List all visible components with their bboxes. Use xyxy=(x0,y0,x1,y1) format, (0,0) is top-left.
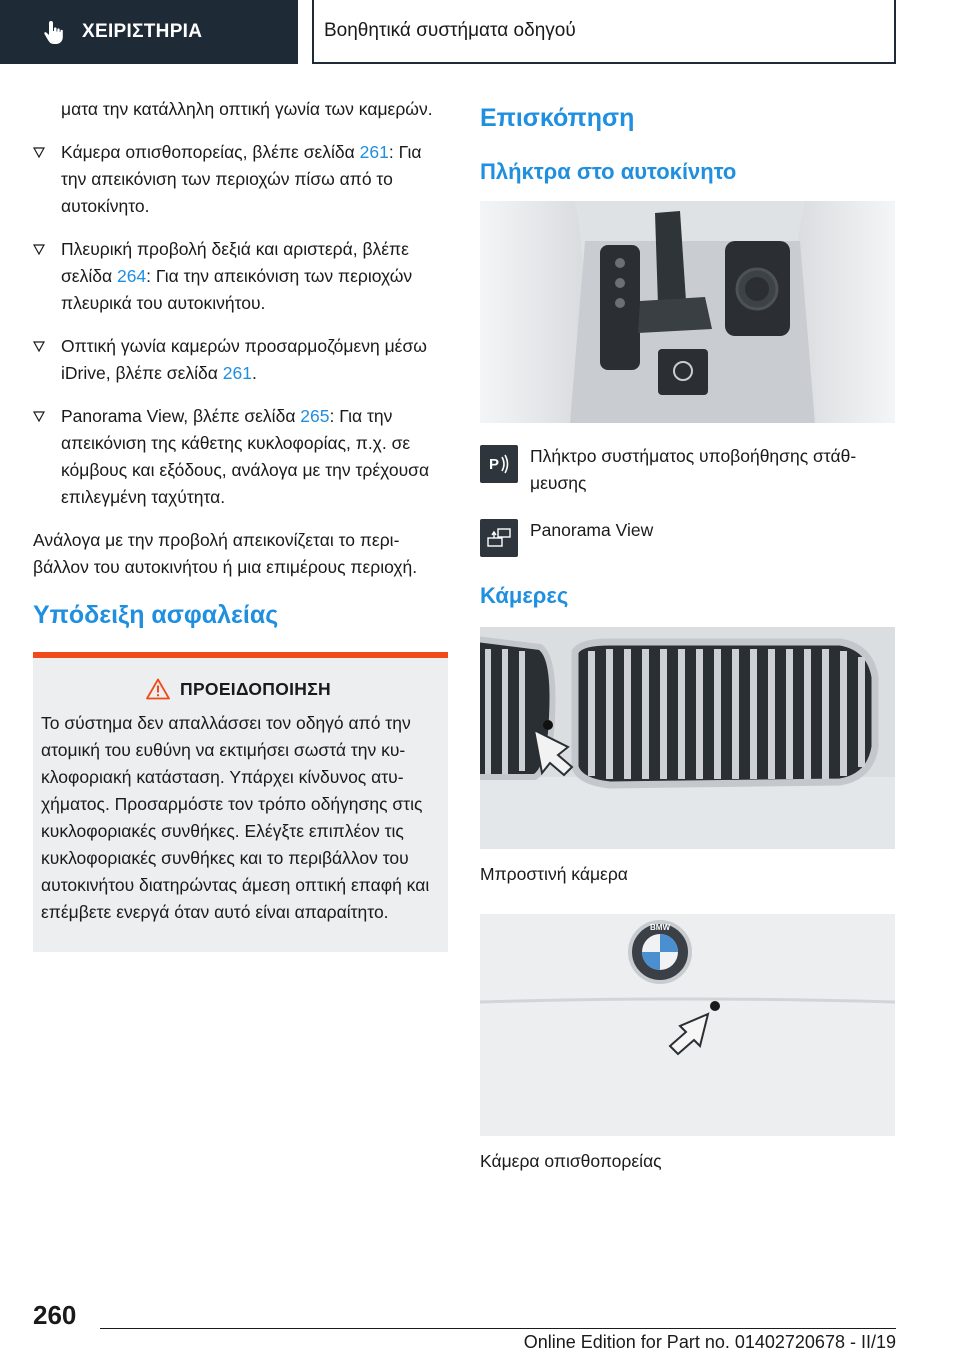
footer-divider xyxy=(100,1328,896,1329)
button-row-parking xyxy=(480,443,896,497)
cameras-heading: Κάμερες xyxy=(480,583,569,608)
edition-note: Online Edition for Part no. 01402720678 - II/19 xyxy=(523,1332,896,1352)
center-console-image xyxy=(480,201,895,423)
page-link[interactable]: 264 xyxy=(116,266,147,286)
list-item: Πλευρική προβολή δεξιά και αριστερά, βλέπε σελίδα 264: Για την απεικόνιση των περιοχών πλευρικά του αυτοκινήτου. xyxy=(33,236,448,317)
page-link[interactable]: 261 xyxy=(222,363,252,383)
safety-heading: Υπόδειξη ασφαλείας xyxy=(33,601,279,629)
bmw-emblem-text: BMW xyxy=(650,923,670,932)
left-column xyxy=(33,96,448,952)
button-row-panorama xyxy=(480,517,896,557)
warning-title-row xyxy=(41,678,436,700)
hand-pointer-icon xyxy=(40,18,68,46)
section-title: ΧΕΙΡΙΣΤΗΡΙΑ xyxy=(82,21,203,42)
bullet-triangle-icon xyxy=(33,411,45,423)
panorama-view-icon xyxy=(480,519,518,557)
list-item: Οπτική γωνία καμερών προσαρμοζόμενη μέσω iDrive, βλέπε σελίδα 261. xyxy=(33,333,448,387)
bullet-triangle-icon xyxy=(33,244,45,256)
page-number: 260 xyxy=(33,1300,77,1330)
continuation-text: ματα την κατάλληλη οπτική γωνία των καμερών. xyxy=(61,99,433,119)
front-camera-image xyxy=(480,627,895,849)
parking-assist-icon xyxy=(480,445,518,483)
warning-title: ΠΡΟΕΙΔΟΠΟΙΗΣΗ xyxy=(180,678,331,699)
list-item: Panorama View, βλέπε σελίδα 265: Για την απεικόνιση της κάθετης κυκλοφορίας, π.χ. σε κόμβους και εξόδους, ανάλογα με την τρέχουσα επιλεγμένη ταχύτητα. xyxy=(33,403,448,511)
warning-text: Το σύστημα δεν απαλλάσσει τον οδηγό από την ατομική του ευθύνη να εκτιμήσει σωστά την κυκλοφοριακή κατάσταση. Υπάρχει κίνδυνος ατυχήματος. Προσαρμόστε τον τρόπο οδήγησης στις κυκλοφοριακές συνθήκες. Ελέγξτε επιπλέον τις κυκλοφοριακές συνθήκες και το περιβάλλον του αυτοκινήτου διατηρώντας άμεση οπτική επαφή και επέμβετε ενεργά όταν αυτό είναι απαραίτητο. xyxy=(41,713,430,922)
bullet-triangle-icon xyxy=(33,341,45,353)
right-column xyxy=(480,96,896,1175)
button-label: Πλήκτρο συστήματος υποβοήθησης στάθμευσης xyxy=(530,446,857,493)
chapter-title: Βοηθητικά συστήματα οδηγού xyxy=(324,20,576,41)
buttons-heading: Πλήκτρα στο αυτοκίνητο xyxy=(480,159,737,184)
header-section-tab xyxy=(0,0,298,64)
rear-camera-caption: Κάμερα οπισθοπορείας xyxy=(480,1151,662,1171)
chapter-header xyxy=(312,0,896,64)
rear-camera-image xyxy=(480,914,895,1136)
warning-triangle-icon xyxy=(146,678,170,700)
overview-heading: Επισκόπηση xyxy=(480,104,635,132)
bullet-triangle-icon xyxy=(33,147,45,159)
body-paragraph: Ανάλογα με την προβολή απεικονίζεται το περιβάλλον του αυτοκινήτου ή μια επιμέρους περιοχή. xyxy=(33,530,418,577)
front-camera-caption: Μπροστινή κάμερα xyxy=(480,864,628,884)
page-link[interactable]: 261 xyxy=(359,142,389,162)
warning-box xyxy=(33,658,448,952)
button-label: Panorama View xyxy=(530,520,654,540)
list-item: Κάμερα οπισθοπορείας, βλέπε σελίδα 261: Για την απεικόνιση των περιοχών πίσω από το αυτοκίνητο. xyxy=(33,139,448,220)
svg-text:P: P xyxy=(489,456,500,473)
page-link[interactable]: 265 xyxy=(300,406,330,426)
